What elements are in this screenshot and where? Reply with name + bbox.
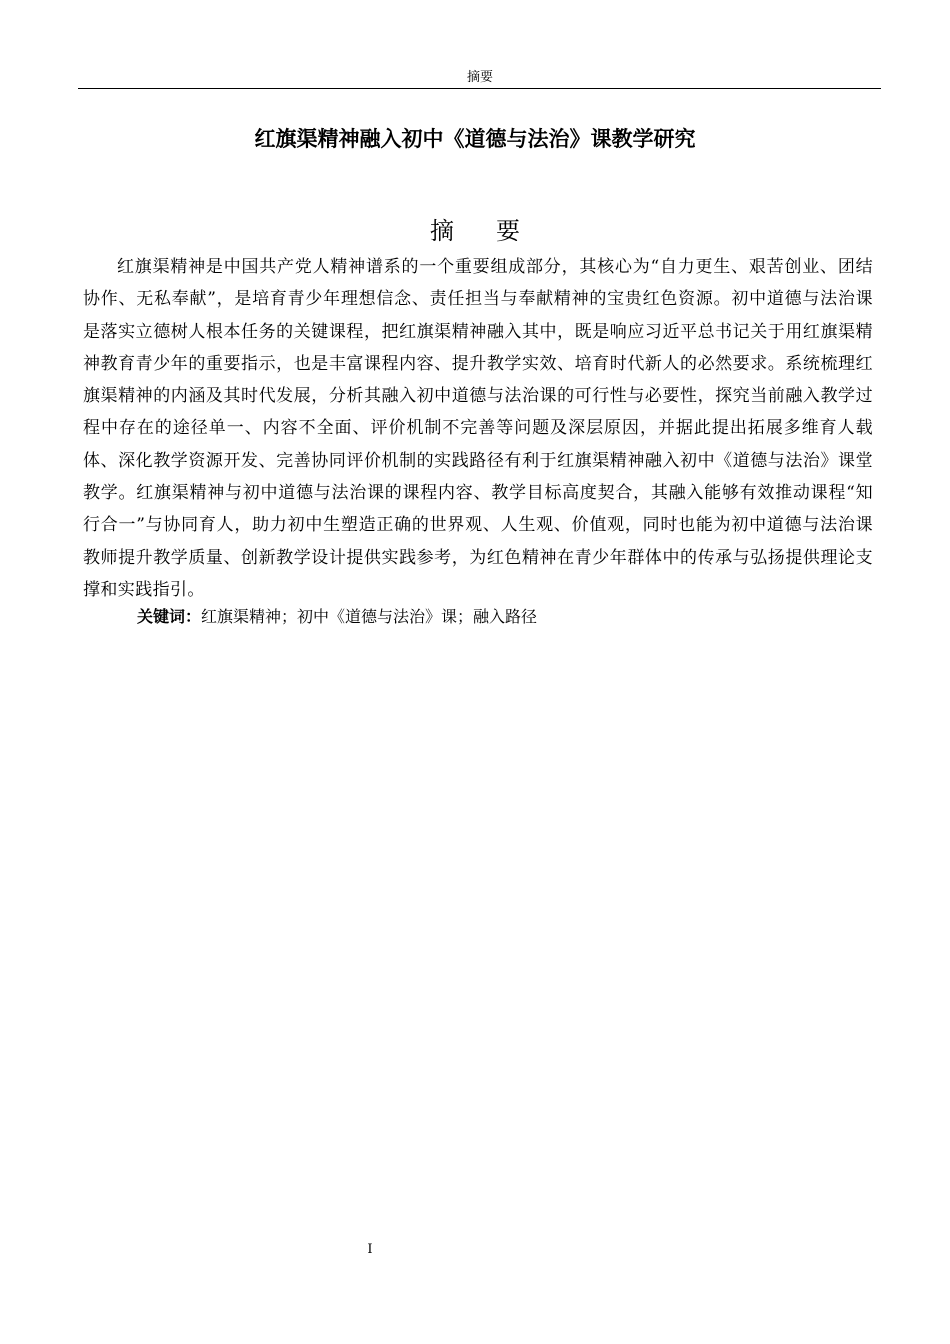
running-header: 摘要 (466, 70, 493, 85)
abstract-heading: 摘要 (430, 217, 562, 245)
page-number: I (367, 1242, 373, 1257)
header-divider (78, 88, 881, 89)
keywords-text: 红旗渠精神；初中《道德与法治》课；融入路径 (201, 607, 538, 626)
keywords-line (137, 604, 877, 630)
abstract-body: 红旗渠精神是中国共产党人精神谱系的一个重要组成部分，其核心为“自力更生、艰苦创业、团结协作、无私奉献”，是培育青少年理想信念、责任担当与奉献精神的宝贵红色资源。初中道德与法治课是落实立德树人根本任务的关键课程，把红旗渠精神融入其中，既是响应习近平总书记关于用红旗渠精神教育青少年的重要指示，也是丰富课程内容、提升教学实效、培育时代新人的必然要求。系统梳理红旗渠精神的内涵及其时代发展，分析其融入初中道德与法治课的可行性与必要性，探究当前融入教学过程中存在的途径单一、内容不全面、评价机制不完善等问题及深层原因，并据此提出拓展多维育人载体、深化教学资源开发、完善协同评价机制的实践路径有利于红旗渠精神融入初中《道德与法治》课堂教学。红旗渠精神与初中道德与法治课的课程内容、教学目标高度契合，其融入能够有效推动课程“知行合一”与协同育人，助力初中生塑造正确的世界观、人生观、价值观，同时也能为初中道德与法治课教师提升教学质量、创新教学设计提供实践参考，为红色精神在青少年群体中的传承与弘扬提供理论支撑和实践指引。 (83, 257, 873, 600)
keywords-label: 关键词： (137, 607, 202, 626)
document-title: 红旗渠精神融入初中《道德与法治》课教学研究 (254, 127, 696, 151)
